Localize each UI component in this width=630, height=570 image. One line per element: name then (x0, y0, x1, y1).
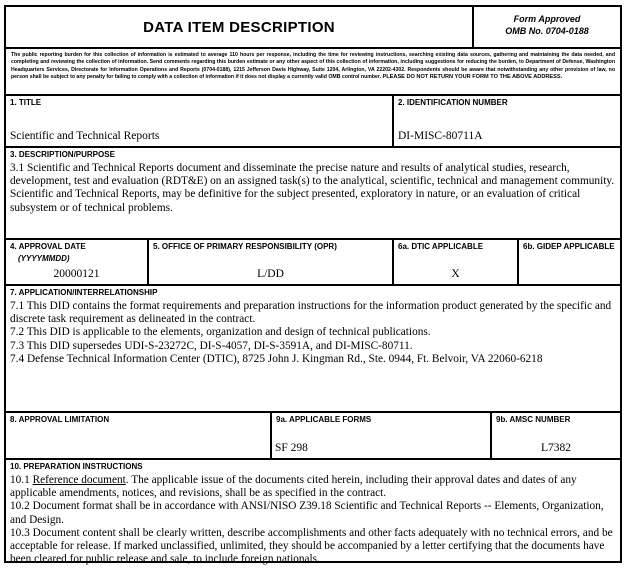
field-dtic-applicable (392, 240, 517, 284)
field-opr-value: L/DD (257, 268, 284, 280)
field-description-purpose-label: 3. DESCRIPTION/PURPOSE (10, 150, 115, 159)
approval-limitation-row (6, 411, 620, 458)
field-opr-label: 5. OFFICE OF PRIMARY RESPONSIBILITY (OPR) (153, 242, 337, 251)
preparation-line: applicable amendments, notices, and revisions, shall be as specified in the contract. (10, 487, 387, 500)
spacer (149, 254, 392, 268)
field-amsc-number (490, 413, 620, 458)
form-title-cell (6, 7, 472, 47)
field-gidep-applicable (517, 240, 620, 284)
description-line: 3.1 Scientific and Technical Reports document and disseminate the precise nature and results of analytical studies, research, (10, 162, 570, 174)
description-line: development, test and evaluation (RDT&E) on an assigned task(s) to the analytical, scientific, technical and management community. (10, 175, 615, 188)
preparation-line: acceptable for release. If marked unclassified, unlimited, they should be accompanied by a letter certifying that the documents have (10, 540, 605, 553)
spacer (394, 110, 620, 130)
burden-body: The public reporting burden for this collection of information is estimated to average 110 hours per response, including the time for reviewing instructions, searching existing data sources, gathering and maintaining the data needed, and completing and reviewing the collection of information. Send comments regarding this burden estimate or any other aspect of this collection of information, including suggestions for reducing the burden, to Department of Defense, Washington Headquarters Services, Directorate for Information Operations and Reports (0704-0188), 1215 Jefferson Davis Highway, Suite 1204, Arlington, VA 22202-4302. Respondents should be aware that notwithstanding any other provision of law, no person shall be subject to any penalty for failing to comply with a collection of information if it does not display a currently valid OMB control number. (11, 52, 615, 81)
reference-document-term: Reference document (32, 474, 126, 486)
field-identification-number (392, 96, 620, 146)
application-interrelationship-row (6, 284, 620, 411)
field-application-interrelationship-label: 7. APPLICATION/INTERRELATIONSHIP (10, 288, 158, 297)
field-preparation-instructions (6, 460, 620, 566)
field-approval-date-value: 20000121 (53, 268, 100, 280)
field-dtic-applicable-label: 6a. DTIC APPLICABLE (398, 242, 484, 251)
omb-approval-cell (472, 7, 620, 47)
field-gidep-applicable-label: 6b. GIDEP APPLICABLE (523, 242, 615, 251)
approval-opr-row (6, 238, 620, 284)
burden-notice: PLEASE DO NOT RETURN YOUR FORM TO THE ABOVE ADDRESS. (382, 74, 563, 81)
burden-statement-text (11, 52, 615, 82)
field-amsc-number-label: 9b. AMSC NUMBER (496, 415, 571, 424)
preparation-instructions-row (6, 458, 620, 566)
spacer (272, 427, 490, 442)
field-gidep-applicable-value (519, 281, 620, 284)
field-preparation-instructions-label: 10. PREPARATION INSTRUCTIONS (10, 462, 143, 471)
application-line: 7.3 This DID supersedes UDI-S-23272C, DI-S-4057, DI-S-3591A, and DI-MISC-80711. (10, 339, 413, 352)
field-approval-limitation (6, 413, 270, 458)
field-identification-number-label: 2. IDENTIFICATION NUMBER (398, 98, 508, 107)
field-opr (147, 240, 392, 284)
field-description-purpose-body (6, 162, 620, 215)
field-amsc-number-value: L7382 (540, 442, 572, 454)
spacer (492, 427, 620, 442)
application-line: 7.4 Defense Technical Information Center (DTIC), 8725 John J. Kingman Rd., Ste. 0944, Ft. Belvoir, VA 22060-6218 (10, 352, 543, 365)
field-applicable-forms-value: SF 298 (275, 442, 308, 454)
burden-statement-cell (6, 49, 620, 94)
title-identification-row (6, 94, 620, 146)
preparation-line (10, 474, 615, 487)
form-header (6, 7, 620, 47)
preparation-line: and Design. (10, 513, 64, 526)
field-title (6, 96, 392, 146)
data-item-description-form (4, 5, 622, 566)
field-dtic-applicable-value: X (451, 268, 460, 280)
spacer (6, 427, 270, 455)
field-approval-date (6, 240, 147, 284)
field-preparation-instructions-body (6, 474, 620, 566)
field-approval-date-format-hint: (YYYYMMDD) (18, 254, 70, 263)
preparation-line: 10.3 Document content shall be clearly written, describe accomplishments and other facts adequately with no technical errors, and be (10, 526, 613, 539)
preparation-line: 10.2 Document format shall be in accordance with ANSI/NISO Z39.18 Scientific and Technical Reports -- Elements, Organization, (10, 500, 604, 513)
field-applicable-forms-label: 9a. APPLICABLE FORMS (276, 415, 372, 424)
field-application-interrelationship-body (6, 300, 620, 366)
spacer (519, 254, 620, 281)
field-approval-date-label: 4. APPROVAL DATE (10, 242, 86, 251)
spacer (394, 254, 517, 268)
field-applicable-forms (270, 413, 490, 458)
burden-statement-row (6, 47, 620, 94)
description-purpose-row (6, 146, 620, 238)
application-line: discrete task requirement as delineated in the contract. (10, 313, 256, 326)
application-line: 7.1 This DID contains the format requirements and preparation instructions for the information product generated by the specific and (10, 300, 612, 312)
form-approved-label: Form Approved (513, 14, 581, 24)
field-application-interrelationship (6, 286, 620, 411)
field-approval-limitation-value (6, 455, 270, 458)
field-description-purpose (6, 148, 620, 238)
field-approval-limitation-label: 8. APPROVAL LIMITATION (10, 415, 110, 424)
field-title-value: Scientific and Technical Reports (10, 130, 160, 142)
description-line: subsystem or of technical problems. (10, 201, 173, 214)
spacer (6, 110, 392, 130)
clause-text: . The applicable issue of the documents cited herein, including their approval dates and dates of any (125, 474, 577, 486)
omb-number-label: OMB No. 0704-0188 (505, 26, 589, 36)
description-line: Scientific and Technical Reports, may be definitive for the subject presented, exploratory in nature, or an evaluation of critical (10, 188, 581, 201)
clause-number: 10.1 (10, 474, 33, 486)
preparation-line: been cleared for public release and sale, to include foreign nationals. (10, 553, 320, 566)
application-line: 7.2 This DID is applicable to the elements, organization and design of technical publications. (10, 326, 431, 339)
field-identification-number-value: DI-MISC-80711A (398, 130, 483, 142)
page-title: DATA ITEM DESCRIPTION (143, 18, 335, 36)
field-title-label: 1. TITLE (10, 98, 42, 107)
